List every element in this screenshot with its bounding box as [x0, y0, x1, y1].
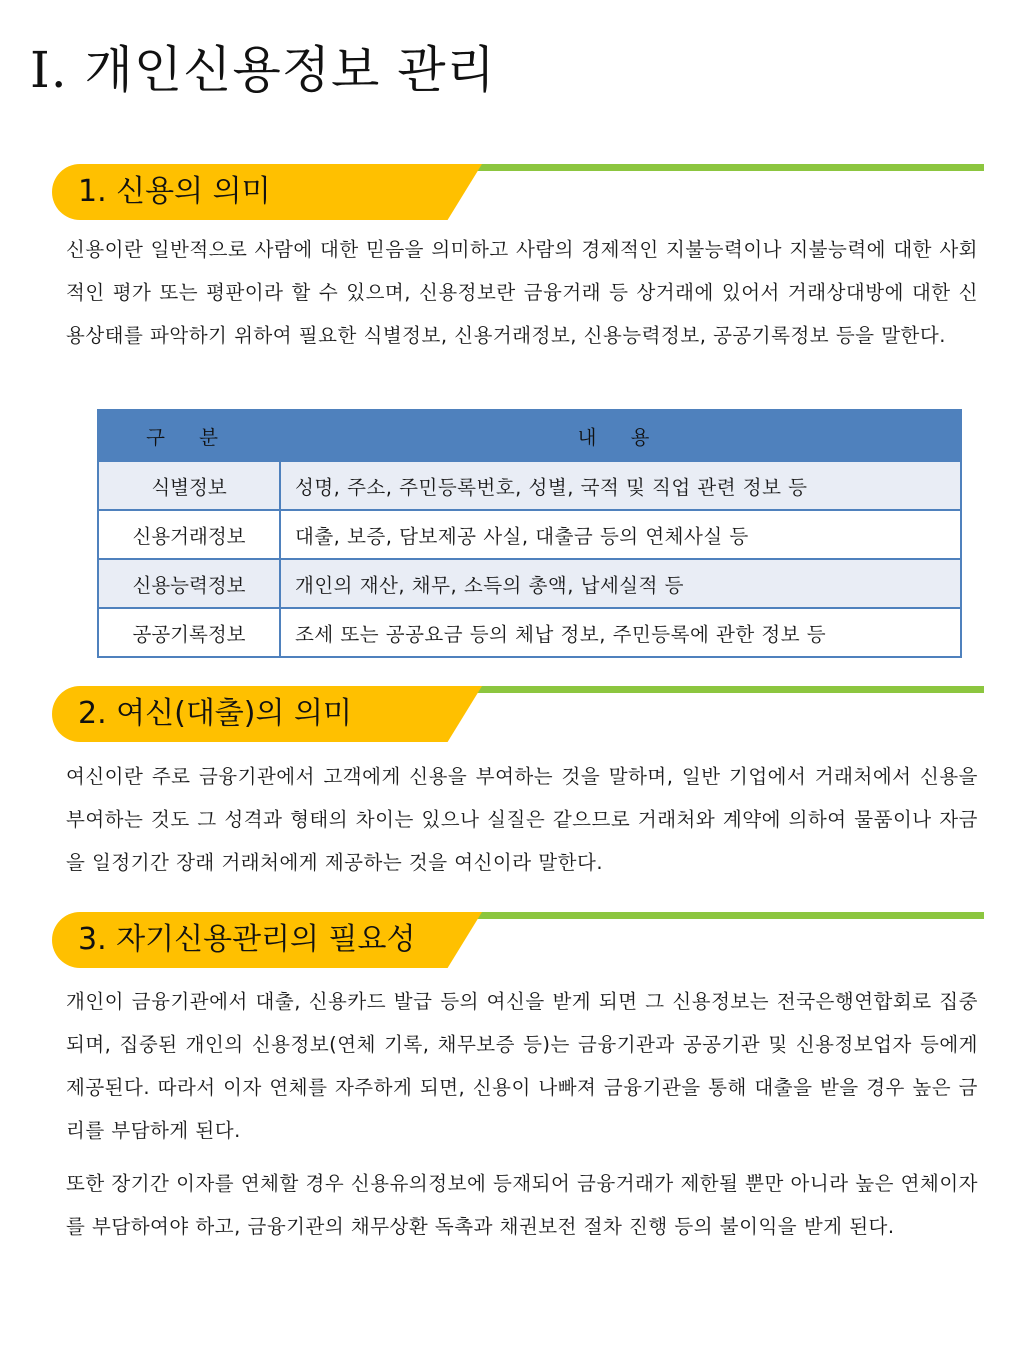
section-2-header [52, 686, 984, 742]
table-row [98, 559, 961, 608]
section-3-paragraph-2: 또한 장기간 이자를 연체할 경우 신용유의정보에 등재되어 금융거래가 제한될 뿐만 아니라 높은 연체이자를 부담하여야 하고, 금융기관의 채무상환 독촉과 채권보전 절차 진행 등의 불이익을 받게 된다. [66, 1172, 978, 1238]
table-row [98, 461, 961, 510]
section-3-title: 3. 자기신용관리의 필요성 [78, 922, 416, 957]
section-1-paragraph: 신용이란 일반적으로 사람에 대한 믿음을 의미하고 사람의 경제적인 지불능력이나 지불능력에 대한 사회적인 평가 또는 평판이라 할 수 있으며, 신용정보란 금융거래 등 상거래에 있어서 거래상대방에 대한 신용상태를 파악하기 위하여 필요한 식별정보, 신용거래정보, 신용능력정보, 공공기록정보 등을 말한다. [66, 238, 978, 347]
credit-info-table [97, 409, 962, 658]
table-cell-content: 성명, 주소, 주민등록번호, 성별, 국적 및 직업 관련 정보 등 [280, 461, 961, 510]
table-row [98, 608, 961, 657]
table-cell-category: 신용능력정보 [98, 559, 280, 608]
table-header-category: 구 분 [98, 410, 280, 461]
table-cell-category: 공공기록정보 [98, 608, 280, 657]
section-divider-line [432, 686, 984, 693]
section-divider-line [432, 164, 984, 171]
section-1-title: 1. 신용의 의미 [78, 174, 271, 209]
table-cell-content: 개인의 재산, 채무, 소득의 총액, 납세실적 등 [280, 559, 961, 608]
table-cell-category: 식별정보 [98, 461, 280, 510]
page-title: I. 개인신용정보 관리 [30, 41, 496, 99]
table-row [98, 510, 961, 559]
table-cell-category: 신용거래정보 [98, 510, 280, 559]
section-2-title: 2. 여신(대출)의 의미 [78, 696, 352, 731]
table-cell-content: 조세 또는 공공요금 등의 체납 정보, 주민등록에 관한 정보 등 [280, 608, 961, 657]
section-3-paragraph-1: 개인이 금융기관에서 대출, 신용카드 발급 등의 여신을 받게 되면 그 신용정보는 전국은행연합회로 집중되며, 집중된 개인의 신용정보(연체 기록, 채무보증 등)는 금융기관과 공공기관 및 신용정보업자 등에게 제공된다. 따라서 이자 연체를 자주하게 되면, 신용이 나빠져 금융기관을 통해 대출을 받을 경우 높은 금리를 부담하게 된다. [66, 990, 978, 1142]
section-2-paragraph: 여신이란 주로 금융기관에서 고객에게 신용을 부여하는 것을 말하며, 일반 기업에서 거래처에서 신용을 부여하는 것도 그 성격과 형태의 차이는 있으나 실질은 같으므로 거래처와 계약에 의하여 물품이나 자금을 일정기간 장래 거래처에게 제공하는 것을 여신이라 말한다. [66, 765, 978, 874]
table-header-row [98, 410, 961, 461]
table-header-content: 내 용 [280, 410, 961, 461]
table-cell-content: 대출, 보증, 담보제공 사실, 대출금 등의 연체사실 등 [280, 510, 961, 559]
section-3-header [52, 912, 984, 968]
section-1-header [52, 164, 984, 220]
section-divider-line [432, 912, 984, 919]
